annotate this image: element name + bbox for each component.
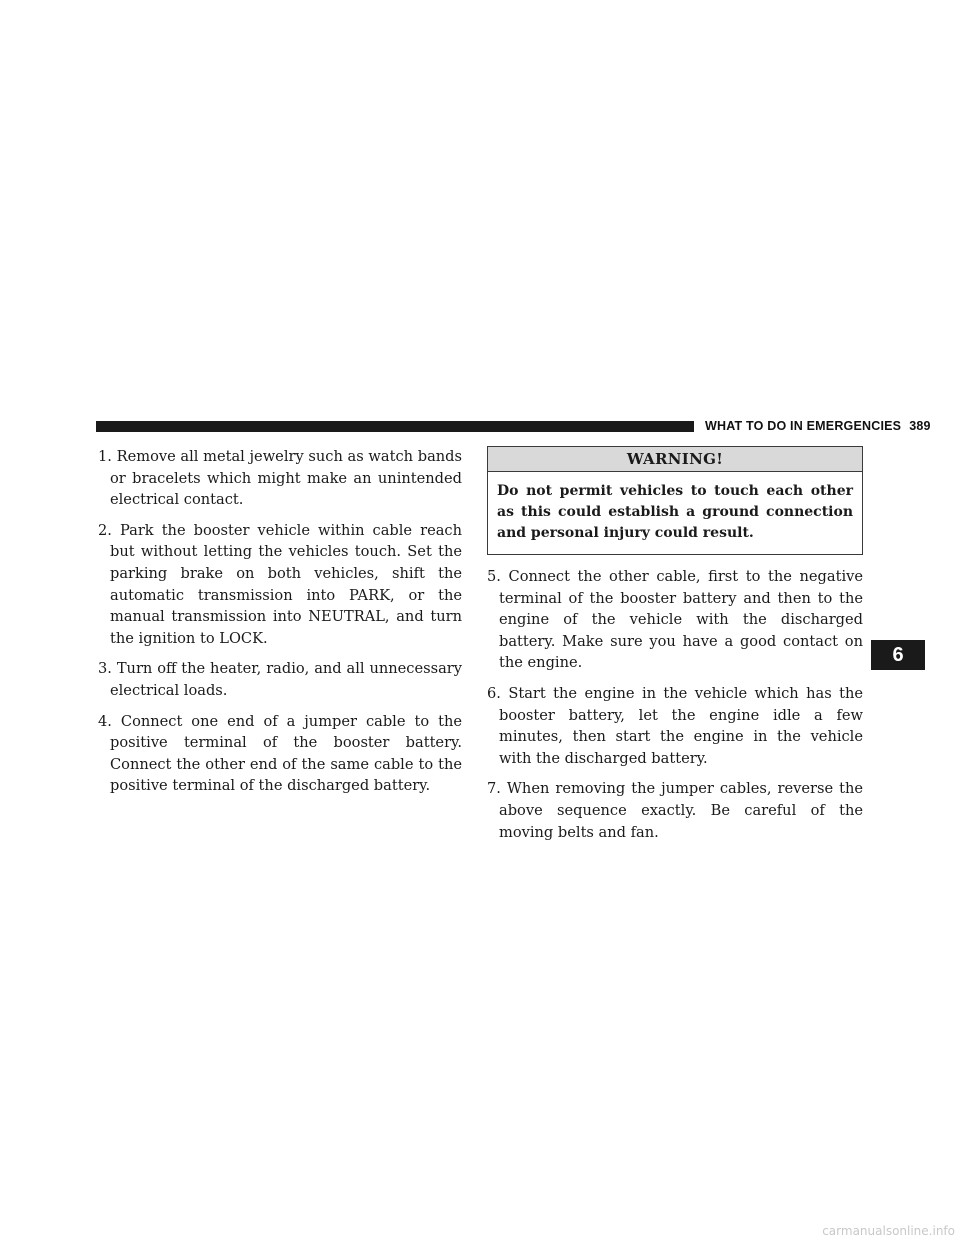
step-5: 5. Connect the other cable, first to the negative terminal of the booster battery and then to the engine of the vehicle with the discharged battery. Make sure you have a good contact on the engine. [487, 568, 863, 672]
running-header [705, 418, 931, 434]
step-2: 2. Park the booster vehicle within cable reach but without letting the vehicles touch. Set the parking brake on both vehicles, shift the automatic transmission into PARK, or the manual transmission into NEUTRAL, and turn the ignition to LOCK. [98, 521, 462, 647]
page-number: 389 [909, 419, 931, 433]
header-rule [96, 421, 694, 432]
step-3: 3. Turn off the heater, radio, and all unnecessary electrical loads. [98, 660, 462, 699]
warning-box [487, 446, 863, 555]
step-6: 6. Start the engine in the vehicle which has the booster battery, let the engine idle a few minutes, then start the engine in the vehicle with the discharged battery. [487, 684, 863, 767]
step-1: 1. Remove all metal jewelry such as watch bands or bracelets which might make an unintended electrical contact. [98, 448, 462, 509]
left-column [98, 446, 462, 806]
right-column [487, 446, 863, 852]
chapter-tab[interactable]: 6 [871, 640, 925, 670]
step-4: 4. Connect one end of a jumper cable to the positive terminal of the booster battery. Connect the other end of the same cable to the positive terminal of the discharged battery. [98, 712, 462, 795]
warning-title: WARNING! [488, 447, 862, 472]
warning-text: Do not permit vehicles to touch each other as this could establish a ground connection and personal injury could result. [497, 483, 853, 541]
step-7: 7. When removing the jumper cables, reverse the above sequence exactly. Be careful of the moving belts and fan. [487, 780, 863, 841]
section-title: WHAT TO DO IN EMERGENCIES [705, 419, 902, 433]
watermark: carmanualsonline.info [822, 1224, 955, 1238]
